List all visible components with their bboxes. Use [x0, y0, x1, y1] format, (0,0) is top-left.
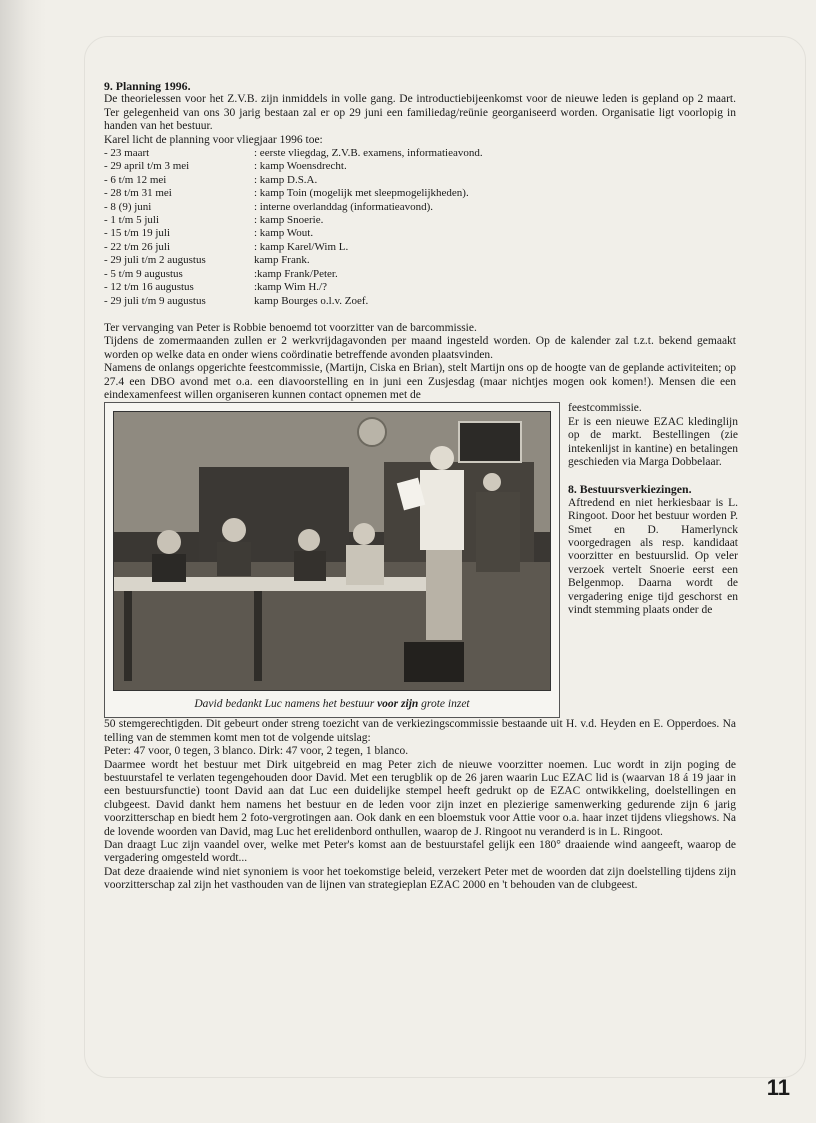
planning-row: [104, 147, 483, 160]
photo-caption: [105, 698, 559, 711]
planning-row: [104, 187, 483, 200]
planning-date: - 1 t/m 5 juli: [104, 214, 159, 227]
paragraph: Daarmee wordt het bestuur met Dirk uitgebreid en mag Peter zich de nieuwe voorzitter noemen. Luc wordt in zijn poging de bestuurstafel te verlaten tegengehouden door David. Met een terugblik op de 26 jaren waarin Luc EZAC lid is (waarvan 18 á 19 jaar in een bestuursfunctie) toont David aan dat Luc een duidelijke stempel heeft gedrukt op de EZAC ontwikkeling, doelstellingen en clubgeest. David dankt hem namens het bestuur en de leden voor zijn inzet en plezierige samenwerking gedurende zijn 6 jarig voorzitterschap en biedt hem 2 foto-vergrotingen aan. Ook dank en een bloemstuk voor Attie voor o.a. haar inzet tijdens vliegshows. Na de lovende woorden van David, mag Luc het erelidenbord onthullen, waarop de J. Ringoot nu veranderd is in L. Ringoot.: [104, 758, 736, 838]
meeting-photo-image: [114, 412, 550, 690]
planning-event: : eerste vliegdag, Z.V.B. examens, informatieavond.: [254, 147, 483, 160]
paragraph: Dan draagt Luc zijn vaandel over, welke met Peter's komst aan de bestuurstafel gelijk een 180° draaiende wind aangeeft, waarop de vergadering omgesteld wordt...: [104, 839, 736, 865]
planning-row: [104, 268, 483, 281]
planning-event: : interne overlanddag (informatieavond).: [254, 200, 433, 213]
planning-row: [104, 214, 483, 227]
planning-event: kamp Frank.: [254, 254, 310, 267]
planning-row: [104, 281, 483, 294]
planning-date: - 29 juli t/m 2 augustus: [104, 254, 206, 267]
paragraph: Tijdens de zomermaanden zullen er 2 werkvrijdagavonden per maand ingesteld worden. Op de kalender zal t.z.t. bekend gemaakt worden op welke data en onder wiens coördinatie betreffende avonden plaatsvinden.: [104, 335, 736, 361]
caption-emphasis: voor zijn: [377, 697, 419, 710]
planning-date: - 28 t/m 31 mei: [104, 187, 172, 200]
planning-event: :kamp Wim H./?: [254, 281, 327, 294]
planning-date: - 5 t/m 9 augustus: [104, 267, 183, 280]
paragraph: Peter: 47 voor, 0 tegen, 3 blanco. Dirk: 47 voor, 2 tegen, 1 blanco.: [104, 745, 409, 758]
planning-date: - 12 t/m 16 augustus: [104, 281, 194, 294]
paragraph: 50 stemgerechtigden. Dit gebeurt onder streng toezicht van de verkiezingscommissie bestaande uit H. v.d. Heyden en E. Opperdoes. Na telling van de stemmen komt men tot de volgende uitslag:: [104, 718, 736, 744]
planning-event: : kamp Snoerie.: [254, 214, 324, 227]
section-heading-planning: 9. Planning 1996.: [104, 79, 191, 93]
planning-date: - 29 april t/m 3 mei: [104, 160, 190, 173]
paragraph: De theorielessen voor het Z.V.B. zijn inmiddels in volle gang. De introductiebijeenkomst voor de nieuwe leden is gepland op 2 maart. Ter gelegenheid van ons 30 jarig bestaan zal er op 29 juni een familiedag/reünie georganiseerd worden. Organisatie ligt voorlopig in handen van het bestuur.: [104, 93, 736, 133]
planning-event: : kamp Karel/Wim L.: [254, 240, 349, 253]
planning-row: [104, 160, 483, 173]
paragraph: Namens de onlangs opgerichte feestcommissie, (Martijn, Ciska en Brian), stelt Martijn ons op de hoogte van de geplande activiteiten; op 27.4 een DBO avond met o.a. een diavoorstelling en in juni een Zusjesdag (maar nichtjes mogen ook komen!). Mensen die een eindexamenfeest willen organiseren kunnen contact opnemen met de: [104, 362, 736, 401]
page-binding-edge: [0, 0, 46, 1123]
photo-row: [104, 402, 736, 718]
paragraph: Karel licht de planning voor vliegjaar 1996 toe:: [104, 133, 323, 146]
planning-date: - 15 t/m 19 juli: [104, 227, 170, 240]
planning-date: - 23 maart: [104, 147, 150, 160]
planning-event: :kamp Frank/Peter.: [254, 267, 338, 280]
planning-event: kamp Bourges o.l.v. Zoef.: [254, 294, 369, 307]
planning-row: [104, 201, 483, 214]
planning-date: - 8 (9) juni: [104, 200, 152, 213]
document-body: [104, 80, 736, 893]
paragraph: Er is een nieuwe EZAC kledinglijn op de markt. Bestellingen (zie intekenlijst in kantine) en betalingen geschieden via Marga Dobbelaar.: [568, 415, 738, 468]
planning-row: [104, 174, 483, 187]
planning-event: : kamp Wout.: [254, 227, 314, 240]
side-column: [568, 402, 738, 718]
planning-table: [104, 147, 483, 308]
planning-event: : kamp D.S.A.: [254, 173, 318, 186]
caption-text: David bedankt Luc namens het bestuur: [194, 697, 378, 710]
planning-row: [104, 254, 483, 267]
section-heading-verkiezingen: 8. Bestuursverkiezingen.: [568, 482, 692, 497]
page-number: 11: [766, 1075, 790, 1100]
paragraph: Dat deze draaiende wind niet synoniem is voor het toekomstige beleid, verzekert Peter met de woorden dat zijn doelstelling tijdens zijn voorzitterschap zal zijn het vasthouden van de lijnen van strategieplan EZAC 2000 en 't behouden van de clubgeest.: [104, 865, 736, 892]
paragraph: Ter vervanging van Peter is Robbie benoemd tot voorzitter van de barcommissie.: [104, 321, 477, 334]
planning-row: [104, 295, 483, 308]
paragraph: feestcommissie.: [568, 402, 642, 415]
planning-row: [104, 241, 483, 254]
meeting-photo: [113, 411, 551, 691]
photo-frame: [104, 402, 560, 718]
paragraph: Aftredend en niet herkiesbaar is L. Ringoot. Door het bestuur worden P. Smet en D. Hamerlynck voorgedragen als resp. kandidaat voorzitter en bestuurslid. Op veler verzoek vertelt Snoerie eerst een Belgenmop. Daarna wordt de vergadering enige tijd geschorst en vindt stemming plaats onder de: [568, 496, 738, 617]
caption-text-end: grote inzet: [418, 697, 470, 710]
planning-date: - 6 t/m 12 mei: [104, 173, 167, 186]
planning-date: - 22 t/m 26 juli: [104, 240, 170, 253]
planning-row: [104, 227, 483, 240]
planning-event: : kamp Toin (mogelijk met sleepmogelijkheden).: [254, 187, 469, 200]
planning-event: : kamp Woensdrecht.: [254, 160, 347, 173]
planning-date: - 29 juli t/m 9 augustus: [104, 294, 206, 307]
